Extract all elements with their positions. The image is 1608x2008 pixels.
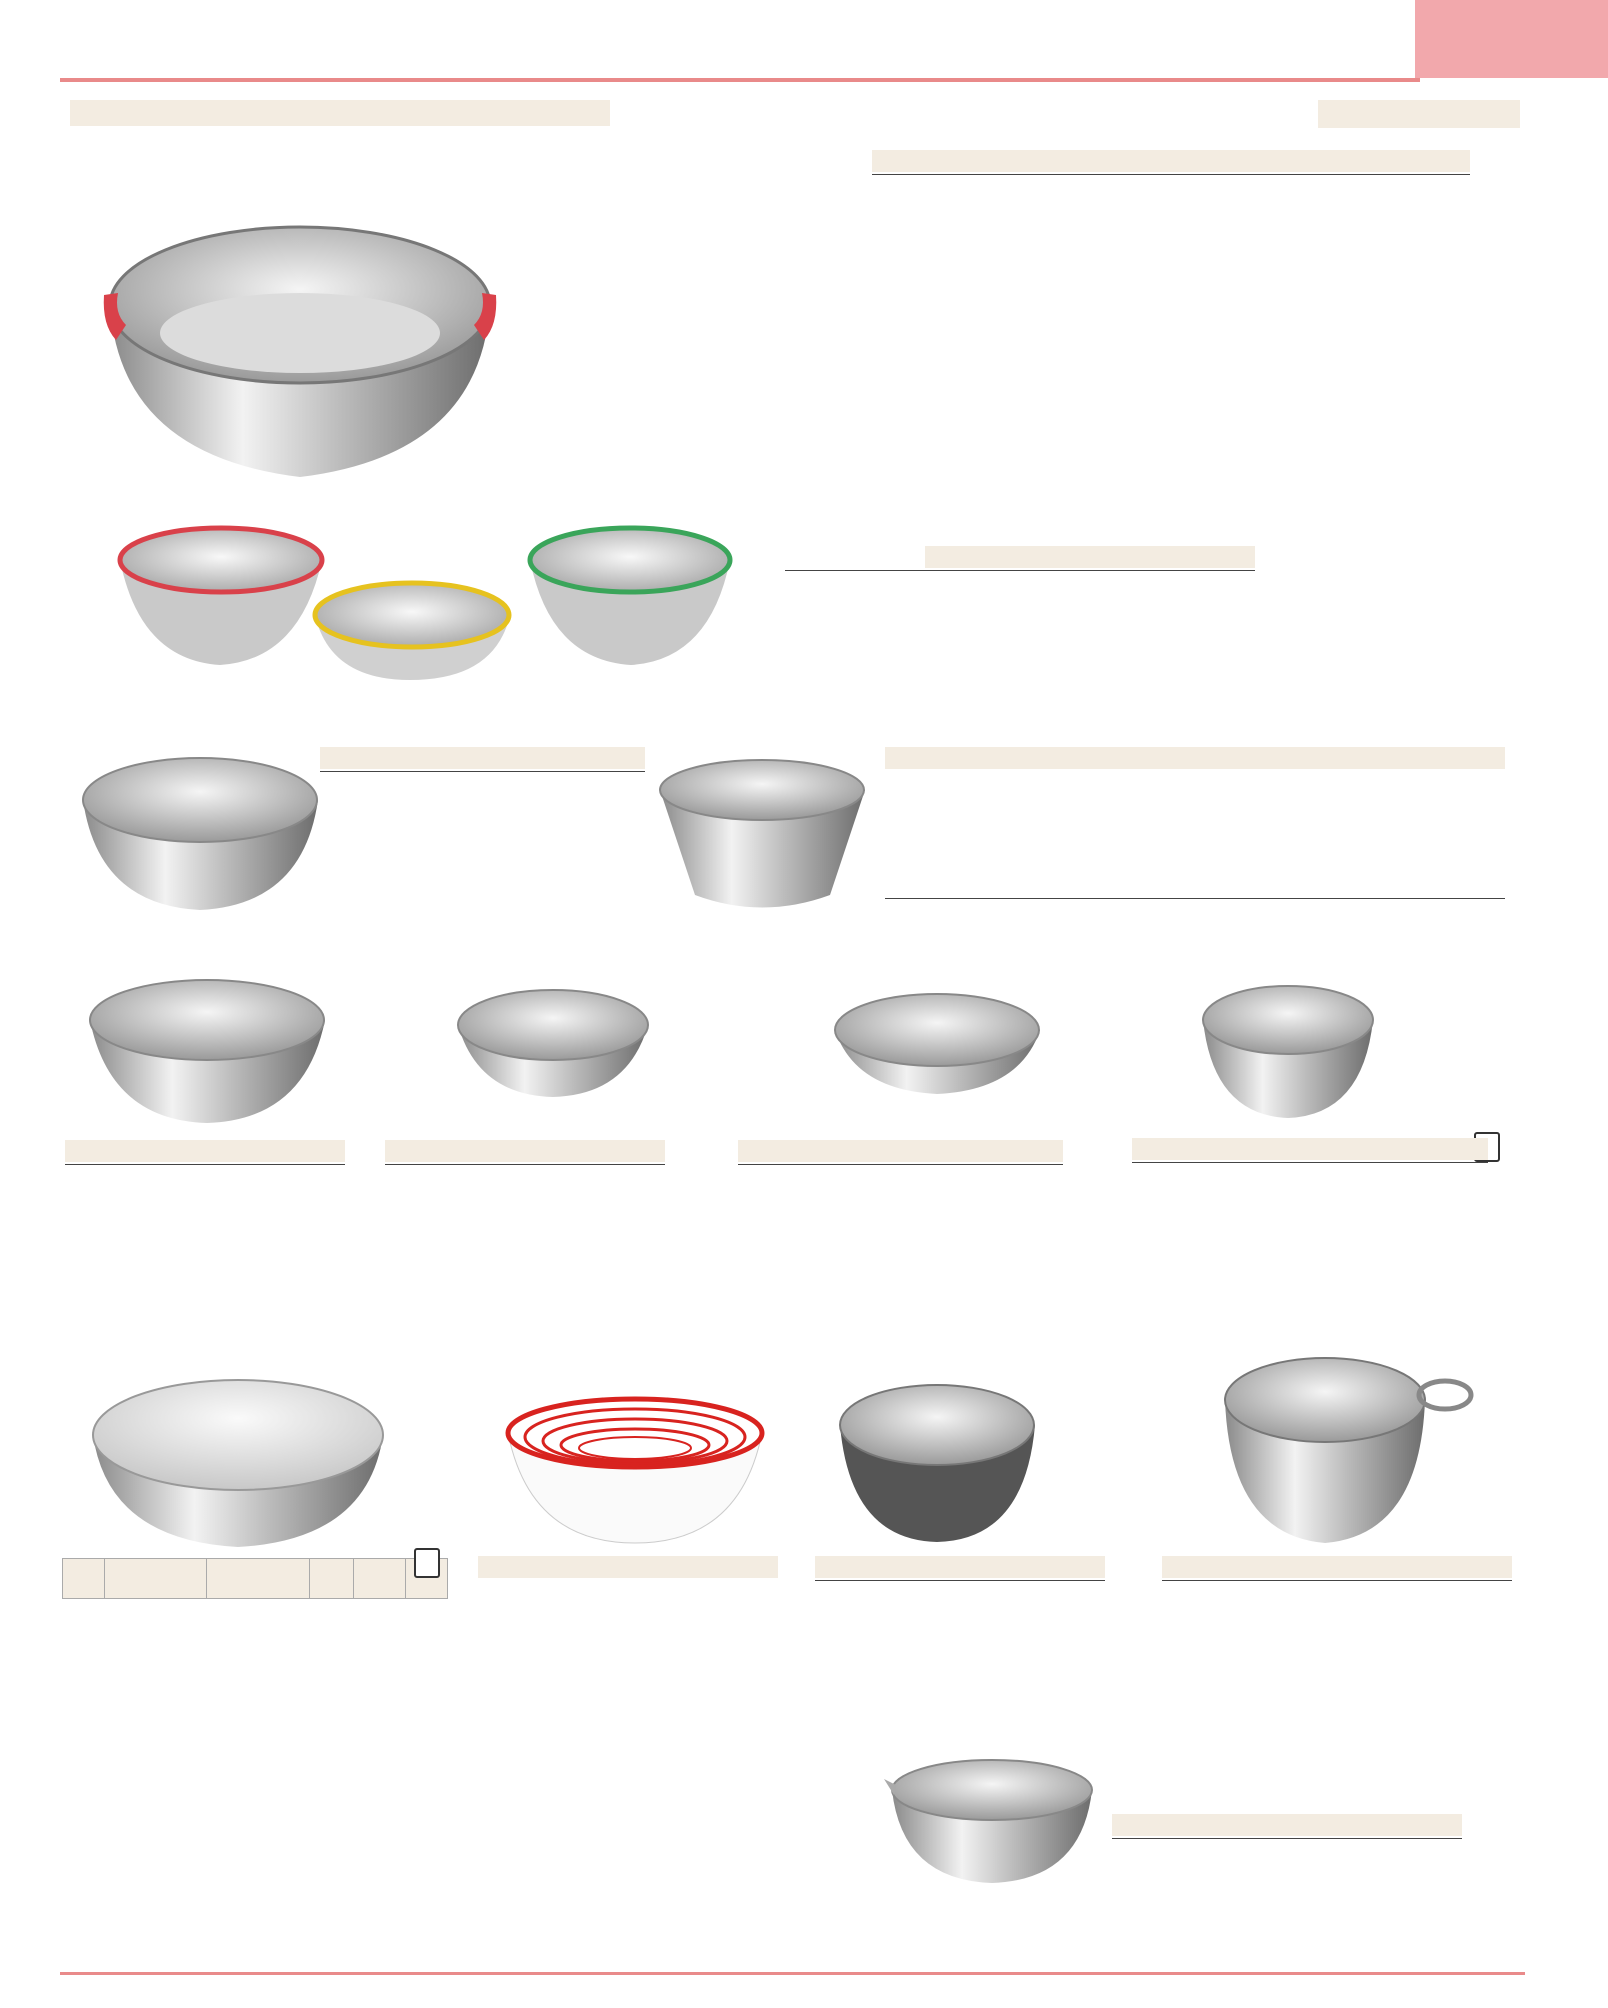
page-number-box — [1415, 0, 1608, 78]
section-11-rows — [815, 1578, 1105, 1581]
col-inner — [207, 1559, 310, 1599]
section-2-notes — [785, 570, 1255, 573]
order-notice — [70, 100, 610, 126]
section-8-header — [1132, 1138, 1488, 1160]
mixing-bowl-photo — [100, 215, 500, 495]
section-13-rows — [1112, 1836, 1462, 1839]
section-12-header — [1162, 1556, 1512, 1578]
dimension-notice — [1318, 100, 1520, 128]
section-6-header — [385, 1140, 665, 1162]
color-swatches — [512, 190, 842, 490]
col-size — [63, 1559, 105, 1599]
section-9-table — [62, 1558, 448, 1599]
col-code — [104, 1559, 207, 1599]
section-12-rows — [1162, 1578, 1512, 1581]
header-rule — [60, 78, 1420, 82]
section-6 — [385, 1138, 665, 1165]
shallow-bowl-uk-photo — [453, 985, 653, 1100]
antibacterial-bowl-photo — [1198, 980, 1378, 1120]
deep-bowl-180-photo — [835, 1380, 1040, 1545]
antibacterial-badge — [414, 1548, 440, 1578]
section-12 — [1162, 1552, 1512, 1583]
bowl-18-8-photo — [882, 1755, 1102, 1885]
section-5 — [65, 1138, 345, 1165]
section-13 — [1112, 1810, 1462, 1839]
section-10 — [478, 1552, 778, 1580]
section-13-header — [1112, 1814, 1462, 1836]
section-10-rows — [478, 1578, 778, 1580]
table-header — [63, 1559, 448, 1599]
fluorine-bowl-photo — [88, 1375, 388, 1550]
section-4-rows — [885, 769, 1505, 899]
section-7 — [738, 1138, 1063, 1165]
section-1-header — [872, 150, 1470, 172]
section-2 — [785, 540, 1255, 573]
section-3-header — [320, 747, 645, 769]
side-tabs — [1525, 150, 1608, 1970]
section-8-rows — [1132, 1160, 1488, 1163]
section-4-header — [885, 747, 1505, 769]
color-bowls-photo — [110, 520, 750, 680]
section-5-rows — [65, 1162, 345, 1165]
tray-bowl-photo — [830, 990, 1045, 1100]
section-4 — [885, 745, 1505, 899]
section-8 — [1132, 1132, 1512, 1163]
section-1 — [872, 146, 1470, 175]
section-5-header — [65, 1140, 345, 1162]
col-capacity — [353, 1559, 405, 1599]
section-7-rows — [738, 1162, 1063, 1165]
section-11-header — [815, 1556, 1105, 1578]
section-10-header — [478, 1556, 778, 1578]
footer-rule — [60, 1972, 1525, 1975]
section-7-header — [738, 1140, 1063, 1162]
whisking-bowl-photo — [1215, 1345, 1475, 1550]
section-11 — [815, 1552, 1105, 1581]
flat-bottom-bowl-photo — [655, 755, 870, 920]
section-3-rows — [320, 769, 645, 772]
section-2-header — [925, 546, 1255, 568]
section-1-rows — [872, 172, 1470, 175]
section-6-rows — [385, 1162, 665, 1165]
round-bottom-bowl-photo — [78, 755, 323, 915]
deep-bowl-uk-photo — [85, 975, 330, 1125]
section-3 — [320, 745, 645, 772]
section-9 — [62, 1552, 457, 1599]
enamel-bowl-photo — [505, 1395, 765, 1545]
col-thickness — [309, 1559, 353, 1599]
